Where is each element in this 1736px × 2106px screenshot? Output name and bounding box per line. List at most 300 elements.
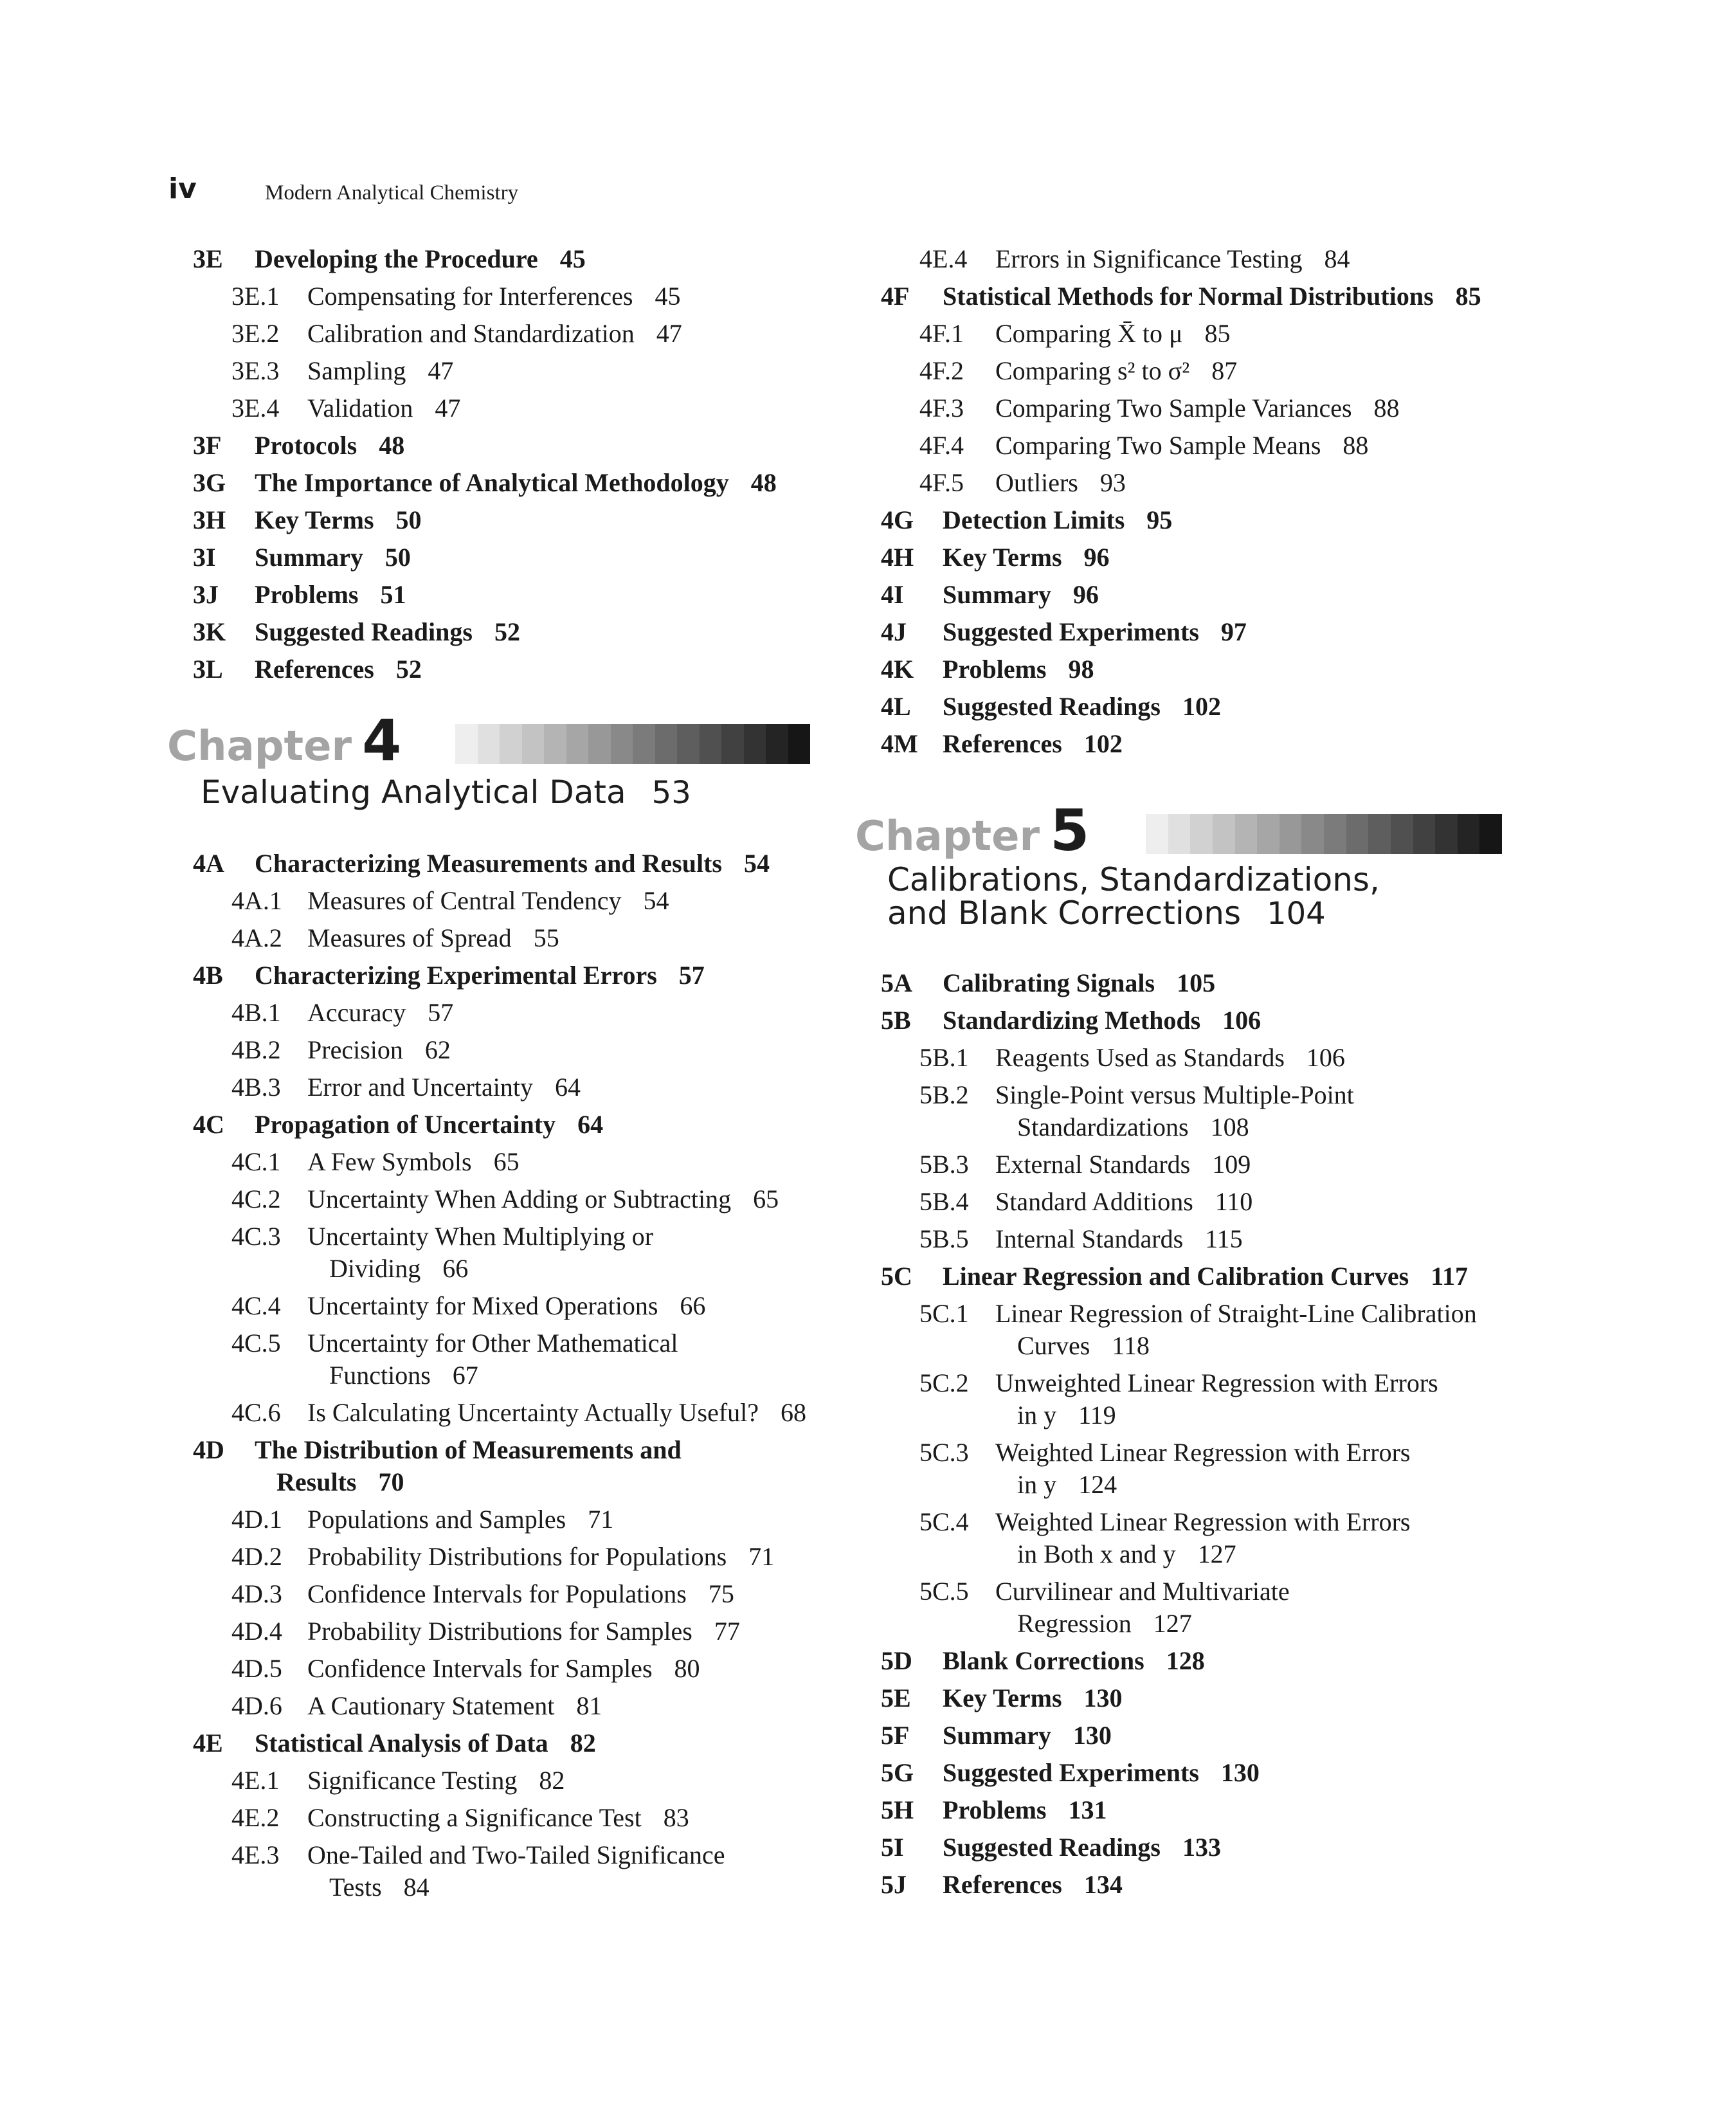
gradient-segment bbox=[455, 724, 478, 764]
toc-entry-title-continued-line bbox=[995, 1399, 1438, 1431]
gradient-segment bbox=[1479, 814, 1502, 854]
toc-entry-title: Outliers bbox=[995, 468, 1078, 497]
toc-entry-title: Uncertainty for Other Mathematical bbox=[307, 1329, 678, 1357]
toc-entry-title-block bbox=[995, 352, 1237, 390]
toc-entry-page: 57 bbox=[678, 961, 705, 990]
toc-entry-title-block bbox=[307, 882, 669, 920]
toc-entry-number: 4D.6 bbox=[231, 1691, 282, 1720]
toc-entry-title-continued-line bbox=[307, 1359, 678, 1392]
toc-entry-title: Statistical Analysis of Data bbox=[255, 1729, 548, 1757]
toc-entry-number: 3G bbox=[193, 468, 226, 497]
toc-entry bbox=[881, 651, 1511, 688]
toc-entry-number: 5C.3 bbox=[919, 1438, 969, 1467]
toc-entry-title: Blank Corrections bbox=[943, 1646, 1144, 1675]
toc-entry bbox=[881, 539, 1511, 576]
toc-entry-title-block bbox=[995, 1575, 1290, 1640]
toc-entry-page: 48 bbox=[750, 468, 777, 497]
toc-entry bbox=[193, 1069, 836, 1106]
toc-entry-title: Measures of Spread bbox=[307, 923, 512, 952]
toc-entry-page: 84 bbox=[403, 1873, 429, 1902]
toc-entry-title-continued: in y bbox=[1017, 1470, 1057, 1499]
toc-entry-title: Suggested Experiments bbox=[943, 617, 1199, 646]
toc-entry-title-block bbox=[943, 1680, 1123, 1717]
toc-entry-page: 47 bbox=[656, 319, 682, 348]
toc-entry-number: 5I bbox=[881, 1833, 904, 1862]
toc-entry-number: 4C.3 bbox=[231, 1222, 281, 1251]
toc-entry-page: 51 bbox=[380, 580, 406, 609]
toc-entry-title: Calibrating Signals bbox=[943, 968, 1155, 997]
toc-entry-title-block bbox=[307, 1687, 602, 1725]
toc-entry bbox=[193, 1799, 836, 1837]
toc-entry-title: Characterizing Experimental Errors bbox=[255, 961, 657, 990]
toc-entry-page: 106 bbox=[1222, 1006, 1261, 1035]
toc-entry-title-continued: in y bbox=[1017, 1401, 1057, 1430]
toc-entry-page: 98 bbox=[1068, 655, 1094, 684]
toc-entry-number: 4E.4 bbox=[919, 244, 968, 273]
toc-entry-page: 81 bbox=[576, 1691, 602, 1720]
toc-entry-page: 134 bbox=[1083, 1870, 1123, 1899]
toc-entry bbox=[193, 539, 836, 576]
toc-entry-title: Weighted Linear Regression with Errors bbox=[995, 1507, 1411, 1536]
toc-entry-page: 109 bbox=[1212, 1150, 1251, 1179]
toc-entry bbox=[193, 994, 836, 1031]
toc-entry-page: 96 bbox=[1083, 543, 1110, 572]
toc-entry-number: 4A.2 bbox=[231, 923, 282, 952]
toc-entry-page: 102 bbox=[1083, 729, 1123, 758]
toc-entry-title-block bbox=[307, 994, 453, 1031]
toc-entry-title-block bbox=[255, 464, 777, 502]
toc-entry bbox=[193, 920, 836, 957]
toc-entry-title: Confidence Intervals for Samples bbox=[307, 1654, 653, 1683]
toc-entry-title-block bbox=[995, 1437, 1411, 1501]
toc-entry-title-block bbox=[307, 1839, 725, 1903]
gradient-segment bbox=[500, 724, 522, 764]
toc-left-column bbox=[167, 241, 836, 1906]
toc-entry-number: 4C.4 bbox=[231, 1291, 281, 1320]
toc-entry-number: 4D.5 bbox=[231, 1654, 282, 1683]
toc-entry-title-block bbox=[307, 1181, 779, 1218]
toc-entry bbox=[881, 241, 1511, 278]
toc-entry-title-block bbox=[307, 315, 682, 352]
toc-entry-title-block bbox=[255, 957, 705, 994]
toc-entry-number: 5C.2 bbox=[919, 1368, 969, 1397]
toc-entry-title: Reagents Used as Standards bbox=[995, 1043, 1285, 1072]
toc-entry-title-block bbox=[255, 502, 422, 539]
toc-entry-number: 3E.4 bbox=[231, 394, 280, 422]
toc-entry-title-block bbox=[995, 427, 1368, 464]
toc-entry-title: Problems bbox=[943, 655, 1047, 684]
toc-entry-title-block bbox=[995, 1146, 1251, 1183]
toc-entry-title: Summary bbox=[943, 1721, 1051, 1750]
toc-entry-page: 130 bbox=[1220, 1758, 1260, 1787]
gradient-segment bbox=[1324, 814, 1346, 854]
toc-entry-title-block bbox=[943, 651, 1094, 688]
toc-chapter4-continuation bbox=[881, 241, 1511, 763]
toc-entry-number: 4F.2 bbox=[919, 356, 964, 385]
toc-entry-title-block bbox=[943, 613, 1247, 651]
toc-entry bbox=[881, 1866, 1511, 1903]
toc-entry-title-block bbox=[943, 576, 1099, 613]
toc-entry-title: References bbox=[943, 1870, 1062, 1899]
toc-entry-number: 4E.1 bbox=[231, 1766, 280, 1795]
toc-entry-title: Significance Testing bbox=[307, 1766, 518, 1795]
toc-entry-title-block bbox=[995, 1367, 1438, 1431]
gradient-segment bbox=[788, 724, 811, 764]
toc-entry bbox=[881, 1754, 1511, 1792]
toc-entry-number: 4K bbox=[881, 655, 914, 684]
toc-entry-title-block bbox=[995, 315, 1230, 352]
toc-entry-number: 3L bbox=[193, 655, 223, 684]
toc-entry bbox=[881, 1258, 1511, 1295]
toc-entry-number: 3H bbox=[193, 505, 226, 534]
toc-entry-page: 66 bbox=[680, 1291, 706, 1320]
toc-entry-page: 127 bbox=[1153, 1609, 1192, 1638]
toc-entry-number: 4G bbox=[881, 505, 914, 534]
toc-entry bbox=[193, 882, 836, 920]
toc-entry-page: 77 bbox=[714, 1617, 740, 1646]
toc-entry-number: 3E bbox=[193, 244, 223, 273]
gradient-segment bbox=[1190, 814, 1213, 854]
toc-entry-number: 5C.4 bbox=[919, 1507, 969, 1536]
toc-entry-title-block bbox=[307, 1650, 700, 1687]
toc-entry-title-continued: in Both x and y bbox=[1017, 1539, 1176, 1568]
toc-entry-title-block bbox=[943, 539, 1110, 576]
toc-entry-page: 54 bbox=[743, 849, 770, 878]
toc-entry-page: 55 bbox=[533, 923, 559, 952]
toc-entry-title-block bbox=[307, 1762, 565, 1799]
toc-entry-page: 75 bbox=[708, 1579, 734, 1608]
toc-entry-page: 52 bbox=[395, 655, 422, 684]
toc-entry-number: 4C.2 bbox=[231, 1185, 281, 1213]
toc-entry-title: Internal Standards bbox=[995, 1224, 1184, 1253]
toc-entry-page: 82 bbox=[570, 1729, 596, 1757]
toc-entry-page: 128 bbox=[1166, 1646, 1205, 1675]
toc-entry bbox=[193, 576, 836, 613]
toc-entry-number: 3E.1 bbox=[231, 282, 280, 311]
toc-entry-number: 5B bbox=[881, 1006, 911, 1035]
toc-entry-title: Comparing Two Sample Variances bbox=[995, 394, 1352, 422]
toc-entry-title-block bbox=[943, 278, 1481, 315]
toc-entry-title-block bbox=[307, 1799, 689, 1837]
toc-entry-title-block bbox=[943, 688, 1221, 725]
toc-entry-page: 80 bbox=[674, 1654, 700, 1683]
toc-entry-title: Confidence Intervals for Populations bbox=[307, 1579, 687, 1608]
toc-entry-title-block bbox=[995, 390, 1400, 427]
toc-entry-number: 4B bbox=[193, 961, 223, 990]
toc-entry-page: 96 bbox=[1072, 580, 1099, 609]
toc-entry-number: 4B.3 bbox=[231, 1073, 281, 1102]
toc-entry-page: 52 bbox=[494, 617, 520, 646]
toc-entry-page: 108 bbox=[1210, 1112, 1249, 1141]
toc-entry-title-block bbox=[255, 1106, 603, 1143]
toc-entry-number: 4E.2 bbox=[231, 1803, 280, 1832]
toc-entry-page: 50 bbox=[395, 505, 422, 534]
toc-entry-number: 4F bbox=[881, 282, 910, 311]
toc-entry bbox=[193, 1650, 836, 1687]
toc-entry bbox=[881, 1365, 1511, 1434]
toc-entry-page: 71 bbox=[588, 1505, 614, 1534]
toc-entry-title: Uncertainty When Multiplying or bbox=[307, 1222, 654, 1251]
toc-entry-number: 4F.5 bbox=[919, 468, 964, 497]
toc-entry bbox=[193, 1613, 836, 1650]
toc-entry-title-block bbox=[255, 427, 404, 464]
toc-entry-number: 3K bbox=[193, 617, 226, 646]
gradient-segment bbox=[1257, 814, 1279, 854]
toc-entry-title-continued: Standardizations bbox=[1017, 1112, 1189, 1141]
toc-entry-page: 117 bbox=[1431, 1262, 1469, 1291]
toc-entry-page: 62 bbox=[424, 1035, 451, 1064]
toc-entry-number: 4F.4 bbox=[919, 431, 964, 460]
chapter5-heading bbox=[855, 763, 1511, 965]
toc-entry-page: 131 bbox=[1068, 1795, 1107, 1824]
toc-entry-title: Errors in Significance Testing bbox=[995, 244, 1303, 273]
toc-entry-title-continued-line bbox=[995, 1608, 1290, 1640]
toc-entry bbox=[193, 1837, 836, 1906]
toc-entry-title: Standardizing Methods bbox=[943, 1006, 1201, 1035]
toc-entry-title: Key Terms bbox=[943, 543, 1062, 572]
toc-entry bbox=[881, 278, 1511, 315]
toc-entry bbox=[881, 315, 1511, 352]
chapter4-label: Chapter bbox=[167, 723, 352, 770]
toc-entry-title-continued: Functions bbox=[329, 1361, 431, 1390]
toc-entry-number: 4D.2 bbox=[231, 1542, 282, 1571]
gradient-segment bbox=[478, 724, 500, 764]
toc-entry-title: Validation bbox=[307, 394, 413, 422]
toc-entry-number: 5E bbox=[881, 1684, 911, 1712]
toc-entry-title: Characterizing Measurements and Results bbox=[255, 849, 722, 878]
toc-entry bbox=[881, 688, 1511, 725]
toc-entry-title-block bbox=[255, 1434, 682, 1498]
toc-entry-number: 4C.6 bbox=[231, 1398, 281, 1427]
toc-entry bbox=[881, 576, 1511, 613]
toc-entry-title: Developing the Procedure bbox=[255, 244, 538, 273]
toc-entry-page: 127 bbox=[1197, 1539, 1236, 1568]
toc-entry-number: 5H bbox=[881, 1795, 914, 1824]
toc-entry-title: Probability Distributions for Samples bbox=[307, 1617, 692, 1646]
toc-entry-number: 5F bbox=[881, 1721, 910, 1750]
chapter4-title-wrap bbox=[201, 776, 691, 810]
toc-entry bbox=[193, 315, 836, 352]
chapter5-number: 5 bbox=[1050, 797, 1090, 864]
toc-entry-title-block bbox=[307, 1575, 734, 1613]
toc-entry-page: 102 bbox=[1182, 692, 1221, 721]
toc-chapter3-continuation bbox=[193, 241, 836, 688]
toc-entry bbox=[881, 1717, 1511, 1754]
toc-entry-title: Uncertainty When Adding or Subtracting bbox=[307, 1185, 732, 1213]
toc-entry-number: 3E.2 bbox=[231, 319, 280, 348]
toc-entry-title: Accuracy bbox=[307, 998, 406, 1027]
toc-entry-title-block bbox=[255, 613, 520, 651]
toc-entry-title-block bbox=[995, 464, 1126, 502]
gradient-segment bbox=[588, 724, 611, 764]
toc-entry-title-block bbox=[307, 1221, 653, 1285]
toc-entry bbox=[881, 725, 1511, 763]
toc-entry-title: Measures of Central Tendency bbox=[307, 886, 622, 915]
toc-entry-title-block bbox=[943, 725, 1123, 763]
toc-entry-title: Weighted Linear Regression with Errors bbox=[995, 1438, 1411, 1467]
toc-entry-number: 3J bbox=[193, 580, 219, 609]
toc-entry-title-block bbox=[307, 1031, 451, 1069]
toc-entry bbox=[193, 241, 836, 278]
toc-entry-title: The Importance of Analytical Methodology bbox=[255, 468, 729, 497]
toc-entry bbox=[193, 1762, 836, 1799]
toc-entry bbox=[881, 464, 1511, 502]
toc-entry-title-block bbox=[307, 1287, 705, 1325]
toc-entry-page: 124 bbox=[1078, 1470, 1117, 1499]
toc-entry-title-block bbox=[255, 1725, 596, 1762]
toc-entry-title-continued-line bbox=[255, 1466, 682, 1498]
toc-entry bbox=[193, 1287, 836, 1325]
toc-entry-title-block bbox=[995, 241, 1350, 278]
toc-entry-number: 3E.3 bbox=[231, 356, 280, 385]
toc-entry-number: 5B.1 bbox=[919, 1043, 969, 1072]
toc-entry bbox=[193, 1725, 836, 1762]
toc-entry bbox=[193, 427, 836, 464]
toc-entry-title: Unweighted Linear Regression with Errors bbox=[995, 1368, 1438, 1397]
toc-entry-title-block bbox=[255, 539, 411, 576]
toc-entry-title-continued: Tests bbox=[329, 1873, 382, 1902]
toc-entry-page: 83 bbox=[663, 1803, 689, 1832]
gradient-segment bbox=[1279, 814, 1302, 854]
toc-entry-title-block bbox=[307, 1327, 678, 1392]
toc-entry-number: 4D.1 bbox=[231, 1505, 282, 1534]
toc-entry bbox=[193, 464, 836, 502]
toc-entry-number: 5G bbox=[881, 1758, 914, 1787]
toc-entry-title: Comparing Two Sample Means bbox=[995, 431, 1321, 460]
toc-entry bbox=[193, 1031, 836, 1069]
toc-entry-page: 106 bbox=[1306, 1043, 1345, 1072]
toc-entry-number: 4C bbox=[193, 1110, 224, 1139]
toc-entry-number: 4I bbox=[881, 580, 904, 609]
toc-right-column bbox=[855, 241, 1511, 1903]
toc-entry bbox=[193, 845, 836, 882]
gradient-segment bbox=[1301, 814, 1324, 854]
toc-entry-number: 4C.1 bbox=[231, 1147, 281, 1176]
toc-entry bbox=[881, 1183, 1511, 1221]
toc-entry-number: 4C.5 bbox=[231, 1329, 281, 1357]
gradient-segment bbox=[721, 724, 744, 764]
toc-entry-number: 5A bbox=[881, 968, 912, 997]
gradient-segment bbox=[1146, 814, 1168, 854]
toc-entry bbox=[193, 278, 836, 315]
gradient-segment bbox=[1235, 814, 1258, 854]
toc-entry-title-block bbox=[307, 1394, 806, 1431]
toc-entry-title-block bbox=[255, 651, 422, 688]
chapter5-label: Chapter bbox=[855, 813, 1040, 860]
toc-entry-title: Standard Additions bbox=[995, 1187, 1193, 1216]
toc-entry-title: A Few Symbols bbox=[307, 1147, 472, 1176]
gradient-segment bbox=[1413, 814, 1436, 854]
toc-entry-title-block bbox=[943, 1717, 1112, 1754]
toc-entry-number: 5B.5 bbox=[919, 1224, 969, 1253]
toc-entry-number: 5J bbox=[881, 1870, 907, 1899]
toc-entry-title-continued: Dividing bbox=[329, 1254, 421, 1283]
toc-entry-number: 4F.3 bbox=[919, 394, 964, 422]
toc-entry-page: 45 bbox=[655, 282, 681, 311]
gradient-segment bbox=[566, 724, 589, 764]
toc-entry-title: Comparing s² to σ² bbox=[995, 356, 1190, 385]
toc-entry-title: A Cautionary Statement bbox=[307, 1691, 555, 1720]
toc-entry bbox=[881, 1792, 1511, 1829]
toc-entry-title: Summary bbox=[255, 543, 363, 572]
chapter4-page: 53 bbox=[651, 775, 691, 811]
toc-entry-number: 5B.3 bbox=[919, 1150, 969, 1179]
toc-entry-title-block bbox=[995, 1221, 1243, 1258]
toc-entry-number: 5D bbox=[881, 1646, 912, 1675]
toc-entry-page: 85 bbox=[1455, 282, 1481, 311]
chapter5-title-line1: Calibrations, Standardizations, bbox=[887, 861, 1380, 898]
toc-entry bbox=[193, 502, 836, 539]
toc-entry bbox=[193, 1325, 836, 1394]
gradient-segment bbox=[1458, 814, 1480, 854]
toc-entry-title: Constructing a Significance Test bbox=[307, 1803, 642, 1832]
toc-entry-title: Comparing X̄ to μ bbox=[995, 319, 1183, 348]
toc-entry-title-block bbox=[943, 1866, 1123, 1903]
toc-entry-number: 5B.4 bbox=[919, 1187, 969, 1216]
toc-entry-title-continued-line bbox=[995, 1111, 1354, 1143]
toc-entry-page: 65 bbox=[753, 1185, 779, 1213]
chapter5-label-wrap bbox=[855, 797, 1089, 864]
toc-entry-page: 119 bbox=[1078, 1401, 1116, 1430]
toc-entry-number: 4E.3 bbox=[231, 1840, 280, 1869]
toc-entry-page: 110 bbox=[1215, 1187, 1253, 1216]
toc-entry-page: 82 bbox=[539, 1766, 565, 1795]
toc-entry bbox=[881, 1076, 1511, 1146]
toc-entry-title-continued: Results bbox=[276, 1467, 357, 1496]
toc-entry-title: Populations and Samples bbox=[307, 1505, 566, 1534]
toc-entry-number: 4E bbox=[193, 1729, 223, 1757]
toc-entry bbox=[193, 613, 836, 651]
chapter4-label-wrap bbox=[167, 707, 401, 774]
toc-entry bbox=[881, 1221, 1511, 1258]
toc-entry-page: 48 bbox=[379, 431, 405, 460]
gradient-segment bbox=[611, 724, 633, 764]
toc-entry-title: The Distribution of Measurements and bbox=[255, 1435, 682, 1464]
toc-entry bbox=[881, 1002, 1511, 1039]
gradient-segment bbox=[633, 724, 655, 764]
toc-entry-title: Uncertainty for Mixed Operations bbox=[307, 1291, 658, 1320]
toc-entry-page: 115 bbox=[1205, 1224, 1243, 1253]
toc-entry bbox=[881, 1829, 1511, 1866]
toc-entry-title: Sampling bbox=[307, 356, 406, 385]
toc-entry-title-block bbox=[943, 1642, 1205, 1680]
gradient-segment bbox=[1168, 814, 1191, 854]
gradient-segment bbox=[1213, 814, 1235, 854]
toc-entry bbox=[881, 1642, 1511, 1680]
toc-entry-page: 65 bbox=[493, 1147, 520, 1176]
toc-entry-title: Curvilinear and Multivariate bbox=[995, 1577, 1290, 1606]
toc-entry-number: 4M bbox=[881, 729, 918, 758]
toc-entry-title: External Standards bbox=[995, 1150, 1191, 1179]
toc-entry-page: 70 bbox=[378, 1467, 404, 1496]
toc-entry-title-block bbox=[943, 1258, 1468, 1295]
toc-entry bbox=[881, 1573, 1511, 1642]
toc-entry-title-block bbox=[995, 1506, 1411, 1570]
toc-entry-number: 5C bbox=[881, 1262, 912, 1291]
toc-entry-title-block bbox=[307, 278, 680, 315]
toc-entry-title: Suggested Readings bbox=[255, 617, 473, 646]
toc-entry-title-block bbox=[307, 1143, 520, 1181]
chapter5-gradient-bar bbox=[1146, 814, 1502, 854]
toc-entry-title-block bbox=[995, 1183, 1252, 1221]
gradient-segment bbox=[1435, 814, 1458, 854]
toc-entry-title-block bbox=[943, 965, 1215, 1002]
toc-entry-number: 4J bbox=[881, 617, 907, 646]
toc-entry-title-continued-line bbox=[995, 1469, 1411, 1501]
toc-entry-page: 47 bbox=[435, 394, 461, 422]
toc-entry bbox=[193, 352, 836, 390]
gradient-segment bbox=[1391, 814, 1413, 854]
